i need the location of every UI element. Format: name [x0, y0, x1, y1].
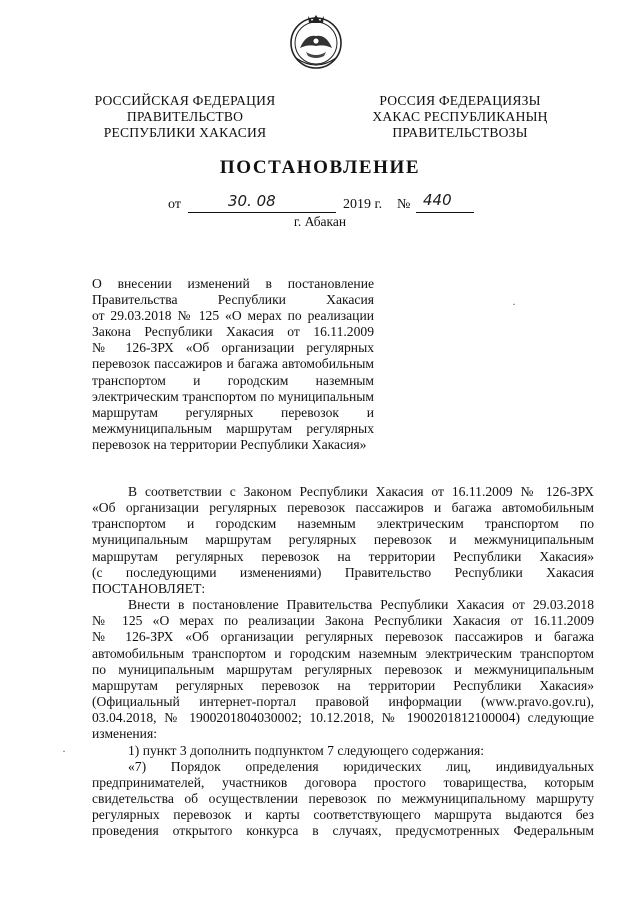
subject-line: О внесении изменений в постановление: [92, 276, 374, 291]
body-line: транспортом и городским наземным электрическим транспортом по: [92, 516, 594, 532]
body-line: (с последующими изменениями) Правительство Республики Хакасия: [92, 564, 594, 580]
number-handwritten: 440: [423, 191, 452, 209]
scan-speck: ·: [512, 297, 516, 311]
header-right-line: ПРАВИТЕЛЬСТВОЗЫ: [392, 125, 528, 140]
subject-line: межмуниципальным маршрутам регулярных: [92, 420, 374, 436]
subject-line: перевозок на территории Республики Хакасия»: [92, 436, 367, 452]
date-handwritten: 30. 08: [228, 192, 276, 210]
body-line: предпринимателей, участников договора простого товарищества, которым: [92, 774, 594, 790]
body-line: муниципальным маршрутам регулярных перевозок и межмуниципальным: [92, 532, 594, 548]
body-line: № 126-ЗРХ «Об организации регулярных перевозок пассажиров и багажа: [92, 629, 594, 645]
subject-line: маршрутам регулярных перевозок и: [92, 404, 374, 420]
header-right-line: ХАКАС РЕСПУБЛИКАНЫҢ: [372, 109, 548, 124]
body-line: 03.04.2018, № 1900201804030002; 10.12.2018, № 1900201812100004) следующие: [92, 710, 594, 726]
header-left: [75, 93, 295, 141]
scan-speck: ·: [62, 744, 66, 758]
body-line: 1) пункт 3 дополнить подпунктом 7 следующего содержания:: [128, 742, 485, 758]
body-line: по муниципальным маршрутам регулярных перевозок и межмуниципальным: [92, 661, 594, 677]
subject-line: электрическим транспортом по муниципальным: [92, 388, 374, 404]
body-line: свидетельства об осуществлении перевозок по межмуниципальному маршруту: [92, 790, 594, 806]
date-year: 2019 г.: [343, 197, 383, 212]
subject-line: от 29.03.2018 № 125 «О мерах по реализации: [92, 308, 374, 324]
header-left-line: РОССИЙСКАЯ ФЕДЕРАЦИЯ: [94, 93, 276, 108]
subject-line: транспортом и городским наземным: [92, 372, 374, 388]
subject-line: перевозок пассажиров и багажа автомобильным: [92, 356, 374, 372]
subject-line: Закона Республики Хакасия от 16.11.2009: [92, 324, 374, 340]
body-line: «7) Порядок определения юридических лиц, индивидуальных: [128, 758, 594, 774]
number-underline: [416, 212, 474, 213]
date-underline: [188, 212, 336, 213]
body-line: изменения:: [92, 726, 157, 742]
city: г. Абакан: [293, 214, 347, 229]
document-body: [92, 484, 594, 839]
number-sign: №: [397, 197, 411, 212]
document-title: ПОСТАНОВЛЕНИЕ: [219, 157, 421, 178]
body-line: «Об организации регулярных перевозок пассажиров и багажа автомобильным: [92, 500, 594, 516]
header-left-line: ПРАВИТЕЛЬСТВО: [126, 109, 244, 124]
body-line: № 125 «О мерах по реализации Закона Республики Хакасия от 16.11.2009: [92, 613, 594, 629]
body-line: автомобильным транспортом и городским наземным электрическим транспортом: [92, 645, 594, 661]
body-line: (Официальный интернет-портал правовой информации (www.pravo.gov.ru),: [92, 694, 594, 710]
header-right-line: РОССИЯ ФЕДЕРАЦИЯЗЫ: [379, 93, 541, 108]
body-line: В соответствии с Законом Республики Хакасия от 16.11.2009 № 126-ЗРХ: [128, 484, 594, 499]
header-right: [350, 93, 570, 141]
body-line: регулярных перевозок и карты соответствующего маршрута выдаются без: [92, 807, 594, 823]
header-left-line: РЕСПУБЛИКИ ХАКАСИЯ: [103, 125, 267, 140]
date-prefix: от: [168, 197, 181, 212]
body-line: Внести в постановление Правительства Республики Хакасия от 29.03.2018: [128, 597, 594, 613]
body-line: маршрутам регулярных перевозок на территории Республики Хакасия»: [92, 548, 594, 564]
body-line: проведения открытого конкурса в случаях, предусмотренных Федеральным: [92, 823, 594, 839]
subject-line: Правительства Республики Хакасия: [92, 292, 374, 308]
body-line: ПОСТАНОВЛЯЕТ:: [92, 580, 206, 596]
document-subject: [92, 276, 374, 453]
subject-line: № 126-ЗРХ «Об организации регулярных: [92, 340, 374, 356]
body-line: маршрутам регулярных перевозок на территории Республики Хакасия»: [92, 677, 594, 693]
date-line: [0, 191, 640, 216]
coat-of-arms-emblem: [286, 12, 346, 72]
